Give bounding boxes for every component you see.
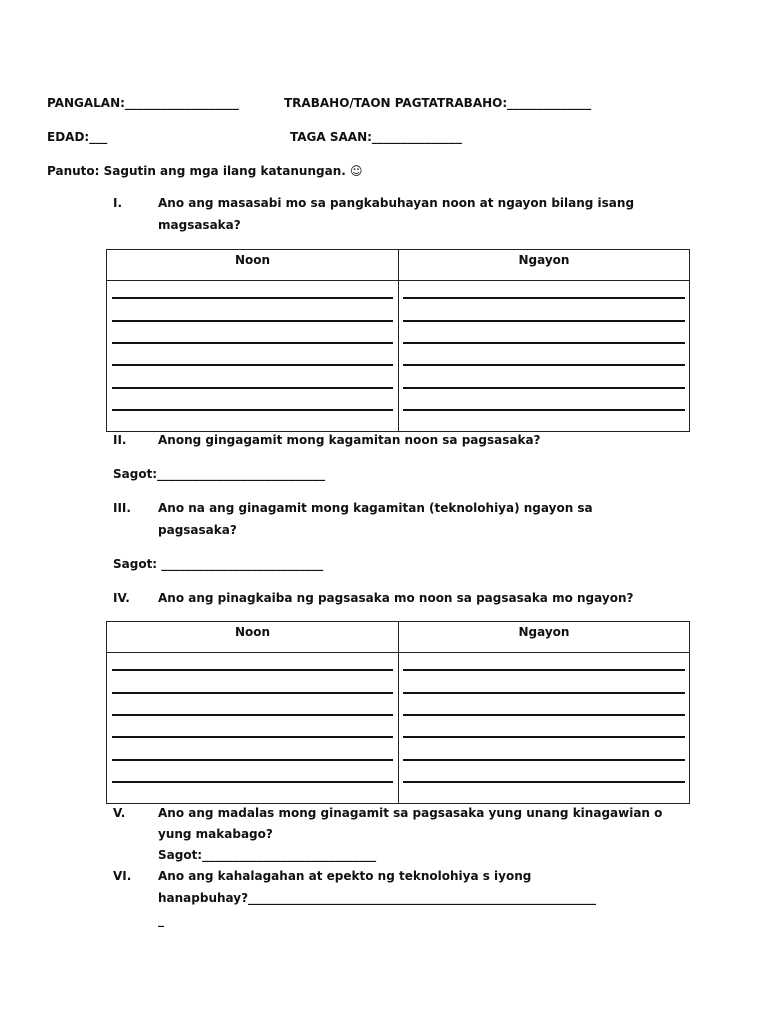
ngayon-answer-line[interactable] (403, 364, 685, 366)
question-3-text: Ano na ang ginagamit mong kagamitan (teknolohiya) ngayon sa (158, 501, 593, 515)
noon-answer-line[interactable] (112, 714, 393, 716)
edad-field[interactable]: EDAD:___ (47, 130, 108, 144)
question-1-text: Ano ang masasabi mo sa pangkabuhayan noon at ngayon bilang isang (158, 196, 635, 210)
question-2-text: Anong gingagamit mong kagamitan noon sa pagsasaka? (158, 433, 541, 447)
noon-answer-line[interactable] (112, 736, 393, 738)
ngayon-answer-line[interactable] (403, 669, 685, 671)
table-column-divider (398, 622, 399, 803)
ngayon-answer-line[interactable] (403, 759, 685, 761)
ngayon-answer-line[interactable] (403, 409, 685, 411)
noon-answer-line[interactable] (112, 297, 393, 299)
question-2-sagot-field[interactable]: Sagot:____________________________ (113, 467, 326, 481)
table-header-ngayon: Ngayon (518, 625, 570, 639)
ngayon-answer-line[interactable] (403, 387, 685, 389)
noon-answer-line[interactable] (112, 409, 393, 411)
noon-answer-line[interactable] (112, 781, 393, 783)
question-3-text-cont: pagsasaka? (158, 523, 237, 537)
question-1-number: I. (113, 196, 123, 210)
table-header-noon: Noon (234, 625, 271, 639)
trabaho-field[interactable]: TRABAHO/TAON PAGTATRABAHO:______________ (284, 96, 592, 110)
table-header-ngayon: Ngayon (518, 253, 570, 267)
question-4-text: Ano ang pinagkaiba ng pagsasaka mo noon sa pagsasaka mo ngayon? (158, 591, 634, 605)
question-5-number: V. (113, 806, 126, 820)
ngayon-answer-line[interactable] (403, 320, 685, 322)
taga-saan-field[interactable]: TAGA SAAN:_______________ (290, 130, 462, 144)
ngayon-answer-line[interactable] (403, 297, 685, 299)
question-5-text: Ano ang madalas mong ginagamit sa pagsasaka yung unang kinagawian o (158, 806, 663, 820)
noon-answer-line[interactable] (112, 387, 393, 389)
noon-answer-line[interactable] (112, 364, 393, 366)
question-6-text: Ano ang kahalagahan at epekto ng teknolohiya s iyong (158, 869, 532, 883)
ngayon-answer-line[interactable] (403, 736, 685, 738)
panuto-instructions: Panuto: Sagutin ang mga ilang katanungan. ☺ (47, 164, 363, 178)
question-6-number: VI. (113, 869, 132, 883)
table-header-divider (107, 280, 689, 281)
noon-answer-line[interactable] (112, 320, 393, 322)
noon-ngayon-table-1 (106, 249, 690, 432)
noon-answer-line[interactable] (112, 759, 393, 761)
question-6-answer-line[interactable]: hanapbuhay?__________________________________________________________ (158, 891, 597, 905)
question-5-text-cont: yung makabago? (158, 827, 273, 841)
noon-answer-line[interactable] (112, 342, 393, 344)
ngayon-answer-line[interactable] (403, 342, 685, 344)
table-column-divider (398, 250, 399, 431)
ngayon-answer-line[interactable] (403, 714, 685, 716)
table-header-noon: Noon (234, 253, 271, 267)
pangalan-field[interactable]: PANGALAN:___________________ (47, 96, 239, 110)
question-5-sagot-field[interactable]: Sagot:_____________________________ (158, 848, 377, 862)
ngayon-answer-line[interactable] (403, 781, 685, 783)
noon-ngayon-table-2 (106, 621, 690, 804)
question-3-number: III. (113, 501, 131, 515)
question-2-number: II. (113, 433, 127, 447)
noon-answer-line[interactable] (112, 669, 393, 671)
table-header-divider (107, 652, 689, 653)
ngayon-answer-line[interactable] (403, 692, 685, 694)
question-3-sagot-field[interactable]: Sagot: ___________________________ (113, 557, 324, 571)
question-6-answer-line-cont[interactable]: _ (158, 913, 164, 927)
question-1-text-cont: magsasaka? (158, 218, 241, 232)
question-4-number: IV. (113, 591, 130, 605)
noon-answer-line[interactable] (112, 692, 393, 694)
